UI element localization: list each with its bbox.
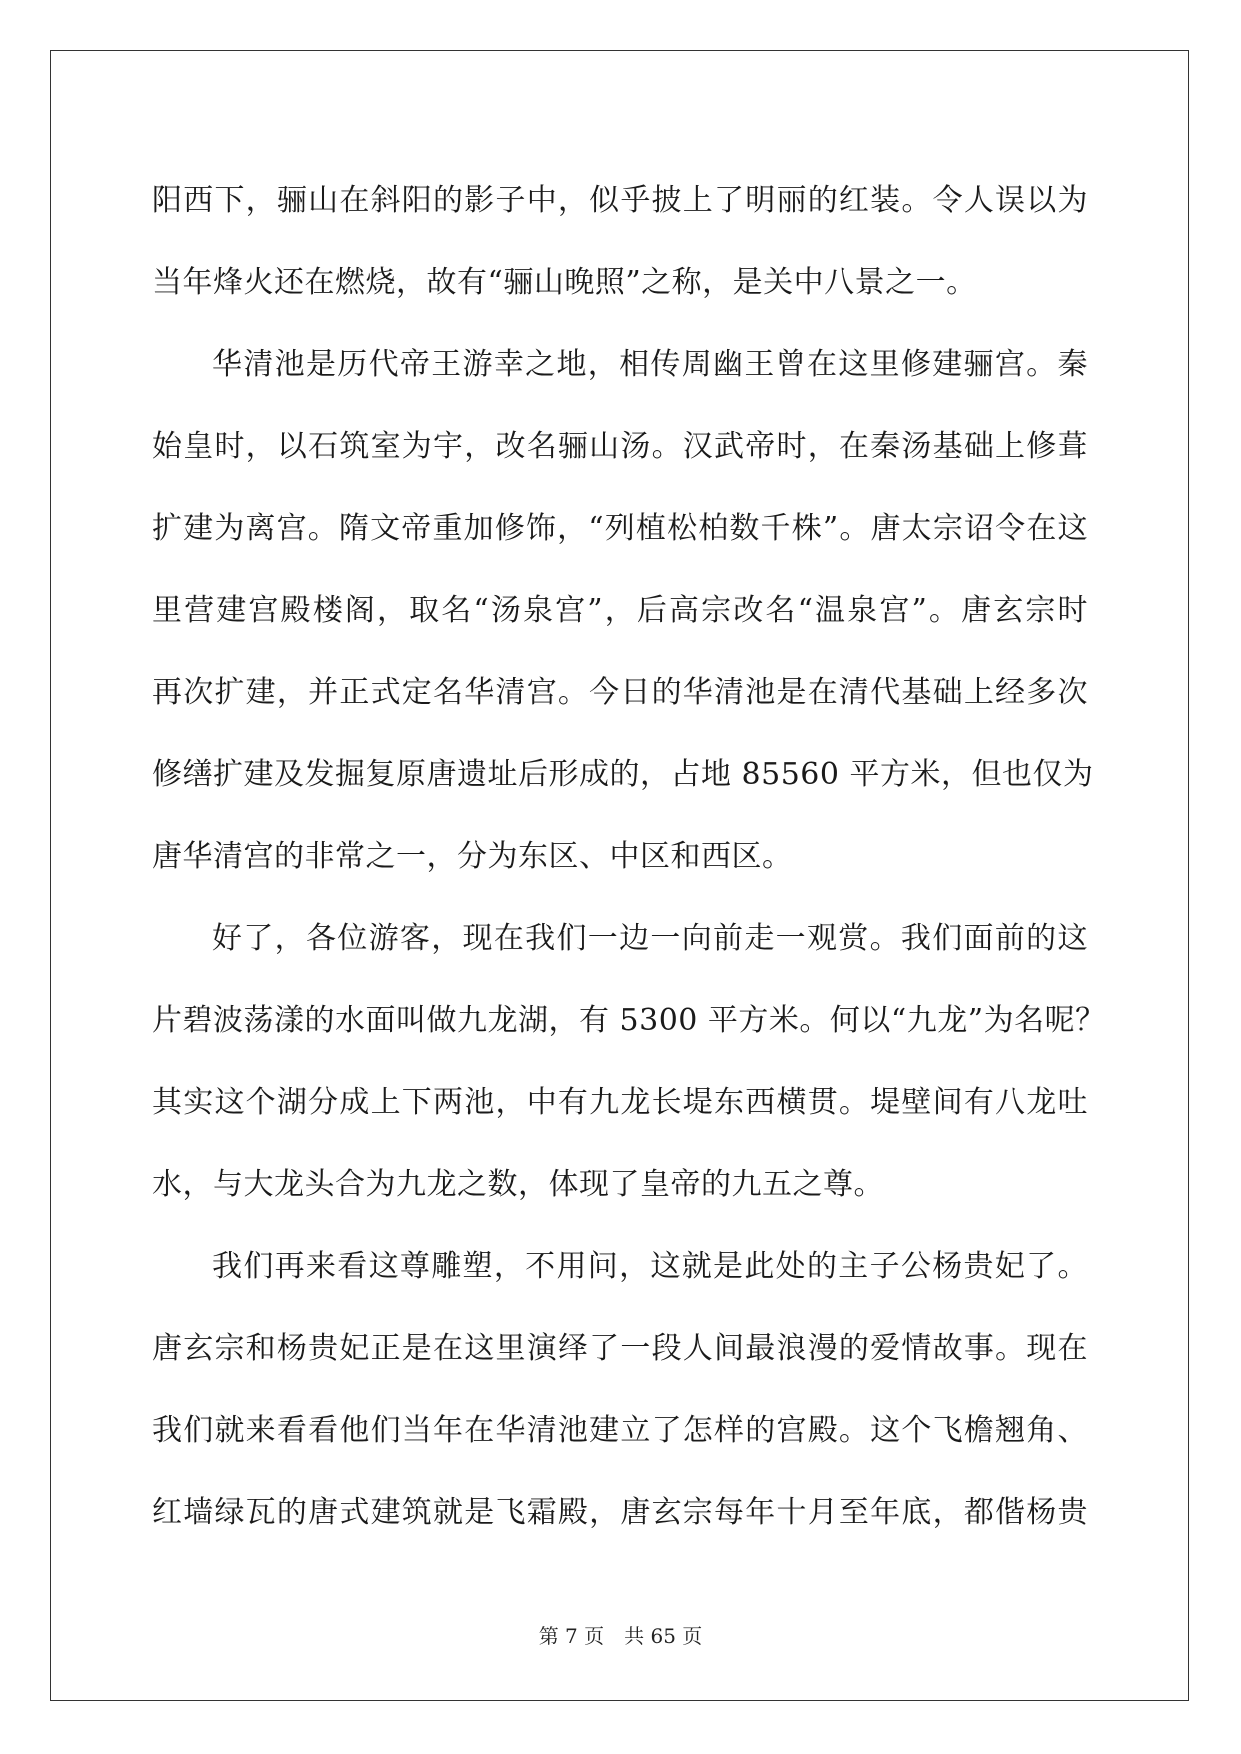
text-line: 红墙绿瓦的唐式建筑就是飞霜殿，唐玄宗每年十月至年底，都偕杨贵 (152, 1495, 1088, 1530)
text-line: 好了，各位游客，现在我们一边一向前走一观赏。我们面前的这 (212, 921, 1088, 956)
text-line: 里营建宫殿楼阁，取名“汤泉宫”，后高宗改名“温泉宫”。唐玄宗时 (152, 593, 1088, 628)
text-line: 再次扩建，并正式定名华清宫。今日的华清池是在清代基础上经多次 (152, 675, 1088, 710)
text-line: 其实这个湖分成上下两池，中有九龙长堤东西横贯。堤壁间有八龙吐 (152, 1085, 1088, 1120)
text-line: 阳西下，骊山在斜阳的影子中，似乎披上了明丽的红装。令人误以为 (152, 183, 1088, 218)
text-line: 唐玄宗和杨贵妃正是在这里演绎了一段人间最浪漫的爱情故事。现在 (152, 1331, 1088, 1366)
document-body (152, 160, 1106, 1554)
text-line: 扩建为离宫。隋文帝重加修饰，“列植松柏数千株”。唐太宗诏令在这 (152, 511, 1088, 546)
text-line: 唐华清宫的非常之一，分为东区、中区和西区。 (152, 839, 793, 874)
text-line: 片碧波荡漾的水面叫做九龙湖，有 5300 平方米。何以“九龙”为名呢？ (152, 1003, 1106, 1038)
text-line: 我们再来看这尊雕塑，不用问，这就是此处的主子公杨贵妃了。 (212, 1249, 1088, 1284)
text-line: 华清池是历代帝王游幸之地，相传周幽王曾在这里修建骊宫。秦 (212, 347, 1088, 382)
page-footer (0, 1624, 1241, 1648)
page-number: 第 7 页 (538, 1624, 605, 1648)
text-line: 修缮扩建及发掘复原唐遗址后形成的，占地 85560 平方米，但也仅为 (152, 757, 1094, 792)
text-line: 我们就来看看他们当年在华清池建立了怎样的宫殿。这个飞檐翘角、 (152, 1413, 1088, 1448)
text-line: 当年烽火还在燃烧，故有“骊山晚照”之称，是关中八景之一。 (152, 265, 977, 300)
page-total: 共 65 页 (624, 1624, 703, 1648)
text-line: 水，与大龙头合为九龙之数，体现了皇帝的九五之尊。 (152, 1167, 884, 1202)
text-line: 始皇时，以石筑室为宇，改名骊山汤。汉武帝时，在秦汤基础上修葺 (152, 429, 1088, 464)
